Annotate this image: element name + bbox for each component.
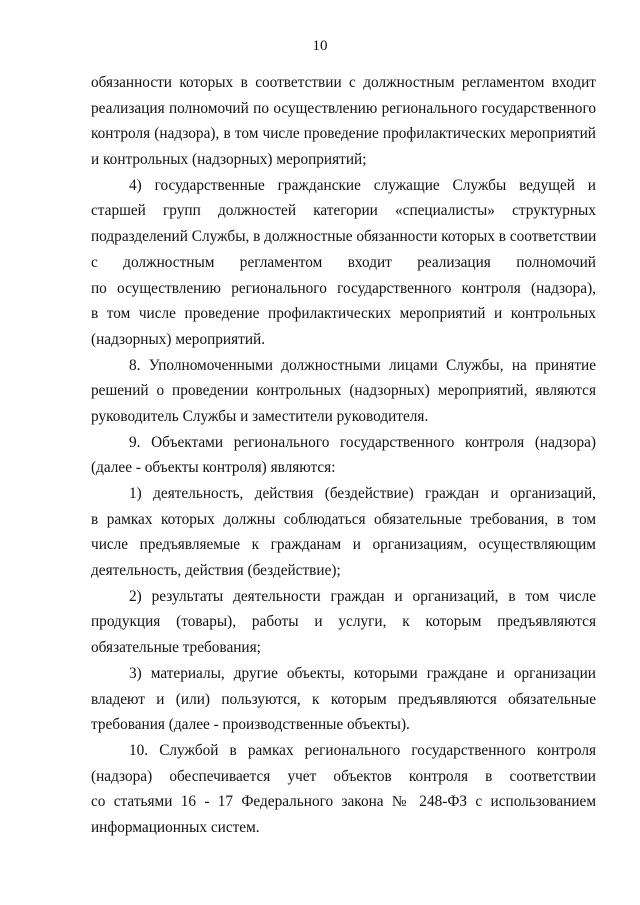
text-line: владеют и (или) пользуются, к которым предъявляются обязательные bbox=[91, 690, 596, 708]
paragraph-section-9 bbox=[91, 430, 596, 481]
paragraph-section-10 bbox=[91, 738, 596, 841]
text-line: с должностным регламентом входит реализация полномочий bbox=[91, 253, 596, 271]
paragraph-item-3 bbox=[91, 661, 596, 738]
text-line: (далее - объекты контроля) являются: bbox=[91, 459, 336, 477]
text-line: 8. Уполномоченными должностными лицами Службы, на принятие bbox=[129, 356, 596, 374]
text-line: подразделений Службы, в должностные обязанности которых в соответствии bbox=[91, 228, 597, 246]
paragraph-item-1 bbox=[91, 481, 596, 584]
text-line: 2) результаты деятельности граждан и организаций, в том числе bbox=[129, 587, 596, 605]
text-line: по осуществлению регионального государственного контроля (надзора), bbox=[91, 279, 596, 297]
text-line: продукция (товары), работы и услуги, к которым предъявляются bbox=[91, 613, 596, 631]
page-number: 10 bbox=[312, 38, 328, 54]
paragraph-continuation bbox=[91, 70, 596, 173]
text-line: руководитель Службы и заместители руководителя. bbox=[91, 407, 429, 425]
text-line: 1) деятельность, действия (бездействие) граждан и организаций, bbox=[129, 485, 596, 502]
text-line: 9. Объектами регионального государственного контроля (надзора) bbox=[129, 433, 596, 451]
text-line: контроля (надзора), в том числе проведение профилактических мероприятий bbox=[91, 125, 596, 143]
text-line: 10. Службой в рамках регионального государственного контроля bbox=[129, 741, 596, 759]
text-line: деятельность, действия (бездействие); bbox=[91, 562, 341, 580]
text-line: 4) государственные гражданские служащие Службы ведущей и bbox=[129, 176, 596, 194]
text-line: реализация полномочий по осуществлению регионального государственного bbox=[91, 99, 596, 117]
text-line: в том числе проведение профилактических мероприятий и контрольных bbox=[91, 305, 596, 323]
paragraph-section-8 bbox=[91, 353, 596, 430]
text-line: 3) материалы, другие объекты, которыми граждане и организации bbox=[129, 664, 596, 682]
paragraph-item-4 bbox=[91, 173, 596, 353]
text-line: числе предъявляемые к гражданам и организациям, осуществляющим bbox=[91, 536, 596, 554]
text-line: старшей групп должностей категории «специалисты» структурных bbox=[91, 202, 596, 220]
text-line: требования (далее - производственные объекты). bbox=[91, 716, 410, 734]
text-line: (надзора) обеспечивается учет объектов контроля в соответствии bbox=[91, 767, 596, 785]
text-line: обязательные требования; bbox=[91, 639, 261, 657]
text-line: решений о проведении контрольных (надзорных) мероприятий, являются bbox=[91, 382, 596, 400]
text-line: обязанности которых в соответствии с должностным регламентом входит bbox=[91, 74, 596, 91]
text-line: в рамках которых должны соблюдаться обязательные требования, в том bbox=[91, 510, 596, 528]
document-body bbox=[91, 70, 596, 841]
text-line: (надзорных) мероприятий. bbox=[91, 330, 266, 348]
paragraph-item-2 bbox=[91, 584, 596, 661]
text-line: информационных систем. bbox=[91, 818, 260, 836]
text-line: со статьями 16 - 17 Федерального закона № 248-ФЗ с использованием bbox=[91, 793, 596, 811]
text-line: и контрольных (надзорных) мероприятий; bbox=[91, 151, 367, 169]
